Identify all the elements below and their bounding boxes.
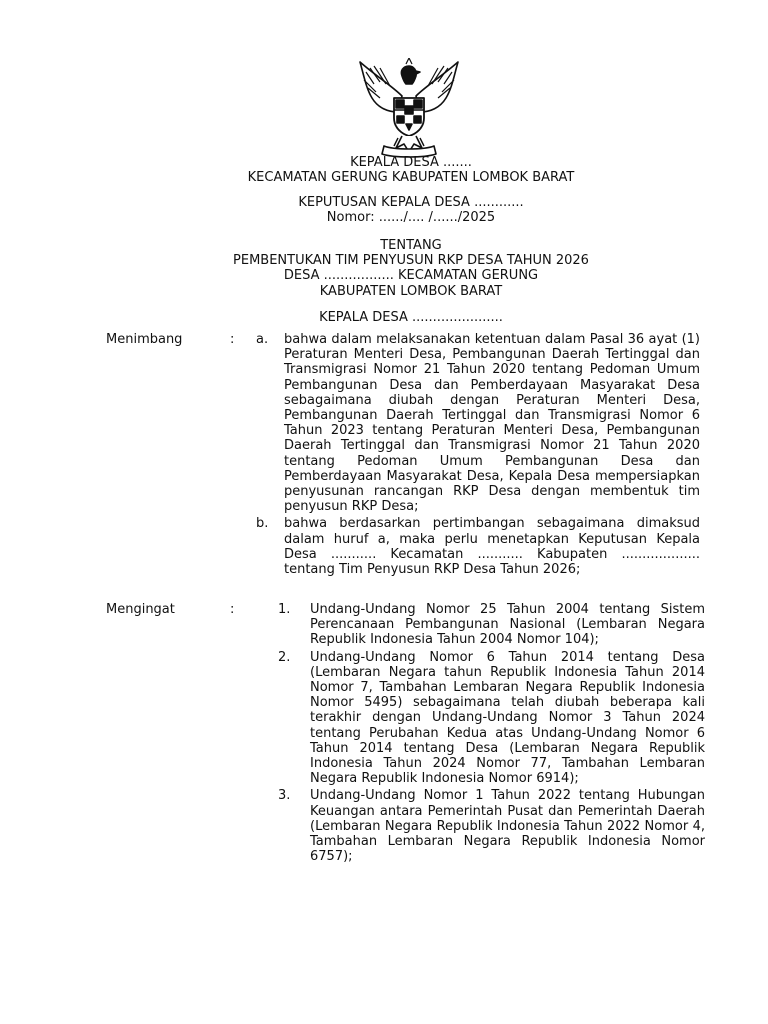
item-text: Undang-Undang Nomor 1 Tahun 2022 tentang Hubungan Keuangan antara Pemerintah Pusat dan Pemerintah Daerah (Lembaran Negara Republik Indonesia Tahun 2022 Nomor 4, Tambahan Lembaran Negara Republik Indonesia Nomor 6757);	[310, 788, 705, 865]
section-mengingat	[106, 602, 716, 866]
item-marker: 3.	[278, 788, 291, 804]
item-text: Undang-Undang Nomor 6 Tahun 2014 tentang Desa (Lembaran Negara tahun Republik Indonesia Tahun 2014 Nomor 7, Tambahan Lembaran Negara Republik Indonesia Nomor 5495) sebagaimana telah diubah beberapa kali terakhir dengan Undang-Undang Nomor 3 Tahun 2024 tentang Perubahan Kedua atas Undang-Undang Nomor 6 Tahun 2014 tentang Desa (Lembaran Negara Republik Indonesia Tahun 2024 Nomor 77, Tambahan Lembaran Negara Republik Indonesia Nomor 6914);	[310, 649, 705, 787]
item-text: Undang-Undang Nomor 25 Tahun 2004 tentang Sistem Perencanaan Pembangunan Nasional (Lembaran Negara Republik Indonesia Tahun 2004 Nomor 104);	[310, 602, 705, 648]
list-item	[256, 332, 716, 514]
section-menimbang	[106, 332, 716, 579]
section-label: Mengingat	[106, 602, 175, 617]
garuda-emblem-icon	[354, 58, 464, 158]
item-marker: b.	[256, 516, 269, 532]
subject-about: TENTANG	[380, 238, 442, 253]
decision-title: KEPUTUSAN KEPALA DESA ............	[298, 195, 524, 210]
header-subject	[106, 238, 716, 299]
subject-line-1: PEMBENTUKAN TIM PENYUSUN RKP DESA TAHUN 2026	[233, 253, 589, 269]
subject-line-3: KABUPATEN LOMBOK BARAT	[319, 283, 503, 299]
list-item	[256, 602, 716, 648]
list-item	[256, 516, 716, 577]
signatory-title: KEPALA DESA ......................	[319, 310, 503, 325]
item-text: bahwa dalam melaksanakan ketentuan dalam Pasal 36 ayat (1) Peraturan Menteri Desa, Pembangunan Daerah Tertinggal dan Transmigrasi Nomor 21 Tahun 2020 tentang Pedoman Umum Pembangunan Desa dan Pemberdayaan Masyarakat Desa sebagaimana diubah dengan Peraturan Menteri Desa, Pembangunan Daerah Tertinggal dan Transmigrasi Nomor 6 Tahun 2023 tentang Peraturan Menteri Desa, Pembangunan Daerah Tertinggal dan Transmigrasi Nomor 21 Tahun 2020 tentang Pedoman Umum Pembangunan Desa dan Pemberdayaan Masyarakat Desa, Kepala Desa mempersiapkan penyusunan rancangan RKP Desa dengan membentuk tim penyusun RKP Desa;	[284, 332, 700, 515]
section-label: Menimbang	[106, 332, 183, 347]
header-decision	[106, 195, 716, 225]
item-marker: 1.	[278, 602, 291, 617]
subject-line-2: DESA ................. KECAMATAN GERUNG	[283, 268, 539, 284]
item-text: bahwa berdasarkan pertimbangan sebagaimana dimaksud dalam huruf a, maka perlu menetapkan Keputusan Kepala Desa ........... Kecamatan ........... Kabupaten ................... tentang Tim Penyusun RKP Desa Tahun 2026;	[284, 516, 700, 578]
section-colon: :	[230, 602, 235, 617]
item-marker: 2.	[278, 649, 291, 665]
header-authority	[106, 155, 716, 185]
list-item	[256, 788, 716, 864]
decision-number: Nomor: ....../.... /....../2025	[326, 210, 496, 226]
list-item	[256, 650, 716, 787]
header-signatory	[106, 310, 716, 325]
item-marker: a.	[256, 332, 269, 347]
section-colon: :	[230, 332, 235, 347]
header-village-head: KEPALA DESA .......	[350, 155, 472, 170]
header-subdistrict: KECAMATAN GERUNG KABUPATEN LOMBOK BARAT	[247, 170, 575, 186]
